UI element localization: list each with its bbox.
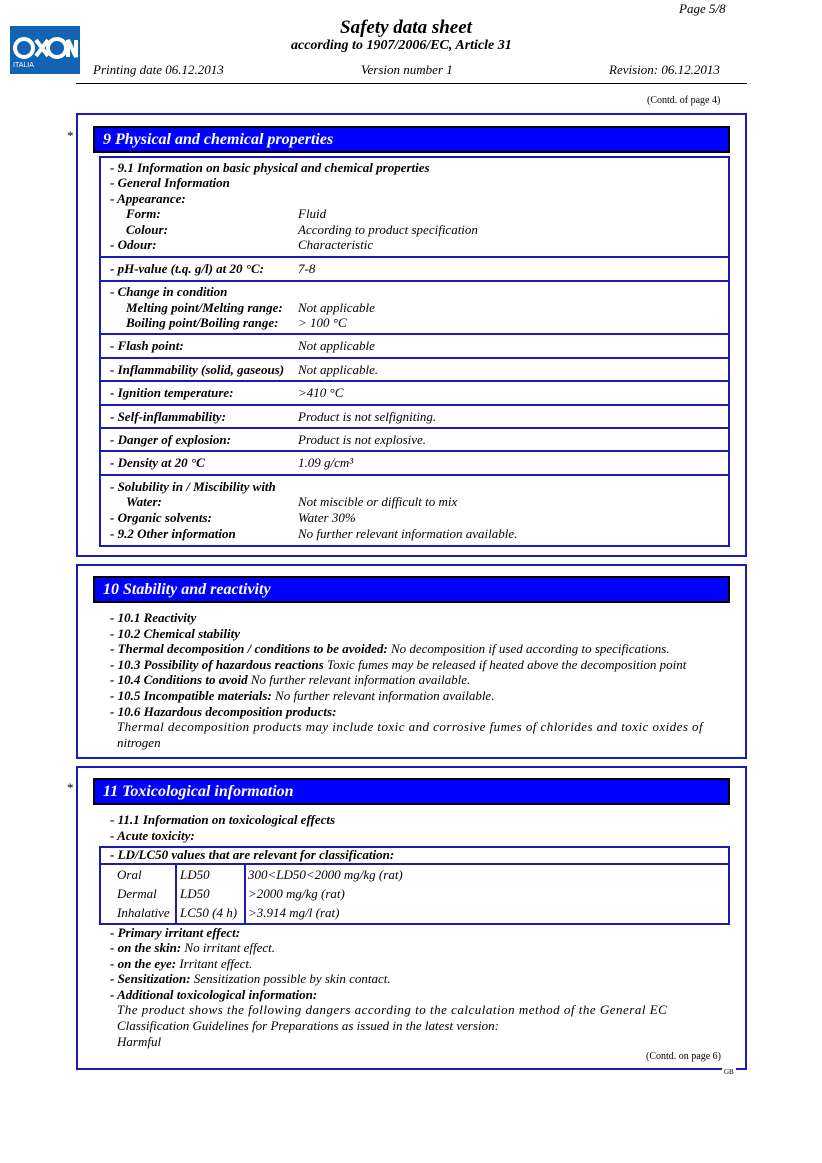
form-label: Form: bbox=[126, 206, 161, 221]
eye-label: - on the eye: bbox=[110, 956, 177, 971]
boiling-label: Boiling point/Boiling range: bbox=[126, 315, 279, 330]
divider bbox=[99, 450, 730, 452]
document-title: Safety data sheet bbox=[340, 17, 472, 38]
skin-value: No irritant effect. bbox=[184, 940, 276, 955]
divider bbox=[99, 256, 730, 258]
additional-text-2: Classification Guidelines for Preparations as issued in the latest version: bbox=[117, 1018, 499, 1033]
hazdecomp-label: - 10.6 Hazardous decomposition products: bbox=[110, 704, 337, 719]
sens-value: Sensitization possible by skin contact. bbox=[193, 971, 391, 986]
ld-route: Dermal bbox=[117, 886, 157, 901]
divider bbox=[99, 427, 730, 429]
solubility-label: - Solubility in / Miscibility with bbox=[110, 479, 276, 494]
ld-route: Inhalative bbox=[117, 905, 170, 920]
avoid-line bbox=[110, 672, 470, 688]
hazdecomp-text-2: nitrogen bbox=[117, 735, 161, 750]
general-info: - General Information bbox=[110, 175, 230, 190]
document-subtitle: according to 1907/2006/EC, Article 31 bbox=[291, 38, 512, 53]
inflam-value: Not applicable. bbox=[298, 362, 379, 377]
density-value: 1.09 g/cm³ bbox=[298, 455, 354, 470]
additional-text-1: The product shows the following dangers according to the calculation method of the General EC bbox=[117, 1002, 668, 1017]
ignition-value: >410 °C bbox=[298, 385, 344, 400]
additional-text-3: Harmful bbox=[117, 1034, 162, 1049]
flash-value: Not applicable bbox=[298, 338, 375, 353]
melting-value: Not applicable bbox=[298, 300, 375, 315]
divider bbox=[99, 357, 730, 359]
water-value: Not miscible or difficult to mix bbox=[298, 494, 458, 509]
skin-line bbox=[110, 940, 275, 956]
inflam-label: - Inflammability (solid, gaseous) bbox=[110, 362, 285, 377]
acute-label: - Acute toxicity: bbox=[110, 828, 195, 843]
thermal-line bbox=[110, 641, 670, 657]
avoid-label: - 10.4 Conditions to avoid bbox=[110, 672, 248, 687]
divider bbox=[99, 474, 730, 476]
boiling-value: > 100 °C bbox=[298, 315, 347, 330]
page-number: Page 5/8 bbox=[679, 1, 726, 16]
ld-type: LD50 bbox=[180, 886, 210, 901]
hazreact-label: - 10.3 Possibility of hazardous reactions bbox=[110, 657, 324, 672]
colour-value: According to product specification bbox=[298, 222, 478, 237]
incompat-label: - 10.5 Incompatible materials: bbox=[110, 688, 272, 703]
hazdecomp-text-1: Thermal decomposition products may include toxic and corrosive fumes of chlorides and toxic oxides of bbox=[117, 719, 704, 734]
other-value: No further relevant information available. bbox=[298, 526, 518, 541]
organic-value: Water 30% bbox=[298, 510, 356, 525]
thermal-label: - Thermal decomposition / conditions to be avoided: bbox=[110, 641, 388, 656]
section10-title: 10 Stability and reactivity bbox=[93, 576, 730, 603]
eye-value: Irritant effect. bbox=[179, 956, 253, 971]
density-label: - Density at 20 °C bbox=[110, 455, 205, 470]
ph-value: 7-8 bbox=[298, 261, 316, 276]
melting-label: Melting point/Melting range: bbox=[126, 300, 283, 315]
divider bbox=[99, 863, 730, 865]
eye-line bbox=[110, 956, 252, 972]
version-number: Version number 1 bbox=[361, 62, 453, 77]
revision-date: Revision: 06.12.2013 bbox=[609, 62, 720, 77]
water-label: Water: bbox=[126, 494, 162, 509]
divider bbox=[99, 280, 730, 282]
selfinflam-value: Product is not selfigniting. bbox=[298, 409, 437, 424]
ld-type: LC50 (4 h) bbox=[180, 905, 238, 920]
company-logo bbox=[10, 26, 80, 74]
thermal-value: No decomposition if used according to specifications. bbox=[390, 641, 670, 656]
tox-info-label: - 11.1 Information on toxicological effects bbox=[110, 812, 336, 827]
danger-value: Product is not explosive. bbox=[298, 432, 427, 447]
ld-header: - LD/LC50 values that are relevant for classification: bbox=[110, 847, 395, 862]
ld-value: 300<LD50<2000 mg/kg (rat) bbox=[248, 867, 403, 882]
stability-label: - 10.2 Chemical stability bbox=[110, 626, 240, 641]
ld-value: >2000 mg/kg (rat) bbox=[248, 886, 345, 901]
skin-label: - on the skin: bbox=[110, 940, 182, 955]
form-value: Fluid bbox=[298, 206, 327, 221]
sens-line bbox=[110, 971, 391, 987]
other-label: - 9.2 Other information bbox=[110, 526, 236, 541]
ph-label: - pH-value (t.q. g/l) at 20 °C: bbox=[110, 261, 264, 276]
incompat-line bbox=[110, 688, 494, 704]
ld-value: >3.914 mg/l (rat) bbox=[248, 905, 340, 920]
ignition-label: - Ignition temperature: bbox=[110, 385, 234, 400]
divider bbox=[175, 863, 177, 923]
divider bbox=[99, 380, 730, 382]
flash-label: - Flash point: bbox=[110, 338, 184, 353]
contd-from: (Contd. of page 4) bbox=[647, 95, 721, 106]
selfinflam-label: - Self-inflammability: bbox=[110, 409, 226, 424]
country-code: GB bbox=[722, 1064, 736, 1080]
change-label: - Change in condition bbox=[110, 284, 228, 299]
section11-title: 11 Toxicological information bbox=[93, 778, 730, 805]
odour-label: - Odour: bbox=[110, 237, 157, 252]
logo-sub-text: ITALIA bbox=[13, 62, 34, 69]
ld-route: Oral bbox=[117, 867, 142, 882]
incompat-value: No further relevant information available. bbox=[275, 688, 495, 703]
odour-value: Characteristic bbox=[298, 237, 374, 252]
divider bbox=[99, 404, 730, 406]
sens-label: - Sensitization: bbox=[110, 971, 191, 986]
printing-date: Printing date 06.12.2013 bbox=[93, 62, 224, 77]
organic-label: - Organic solvents: bbox=[110, 510, 212, 525]
divider bbox=[99, 333, 730, 335]
ld-type: LD50 bbox=[180, 867, 210, 882]
section9-title: 9 Physical and chemical properties bbox=[93, 126, 730, 153]
hazreact-line bbox=[110, 657, 686, 673]
primary-label: - Primary irritant effect: bbox=[110, 925, 241, 940]
hazreact-value: Toxic fumes may be released if heated above the decomposition point bbox=[327, 657, 687, 672]
additional-label: - Additional toxicological information: bbox=[110, 987, 318, 1002]
appearance-label: - Appearance: bbox=[110, 191, 186, 206]
contd-on: (Contd. on page 6) bbox=[646, 1051, 721, 1062]
divider bbox=[244, 863, 246, 923]
danger-label: - Danger of explosion: bbox=[110, 432, 231, 447]
section11-marker: * bbox=[67, 780, 74, 795]
section9-marker: * bbox=[67, 128, 74, 143]
header-rule bbox=[76, 83, 747, 84]
colour-label: Colour: bbox=[126, 222, 168, 237]
info-basic: - 9.1 Information on basic physical and chemical properties bbox=[110, 160, 430, 175]
avoid-value: No further relevant information available. bbox=[250, 672, 471, 687]
reactivity-label: - 10.1 Reactivity bbox=[110, 610, 197, 625]
